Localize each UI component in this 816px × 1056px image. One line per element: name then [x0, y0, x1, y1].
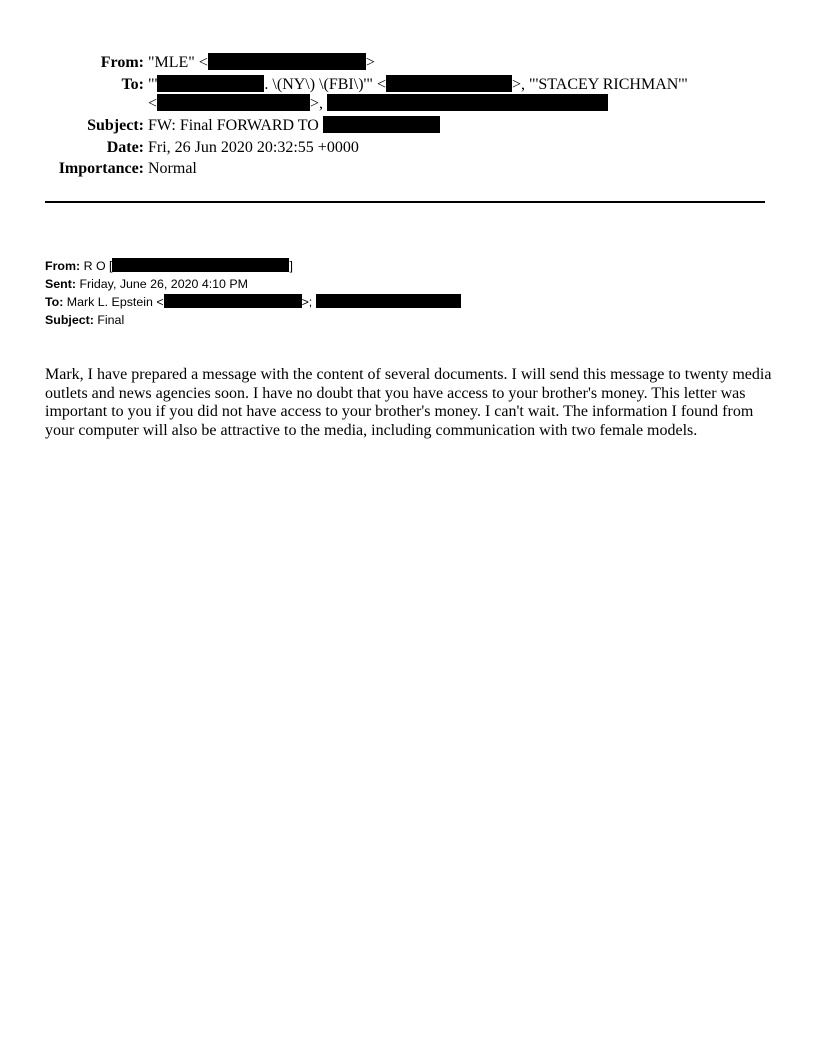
forwarded-from-label: From: [45, 259, 81, 273]
to-label: To: [121, 76, 144, 93]
importance-value: Normal [148, 160, 197, 177]
forwarded-subject-label: Subject: [45, 313, 94, 327]
forwarded-subject-row [45, 311, 124, 329]
forwarded-sent-label: Sent: [45, 277, 76, 291]
to-value-continued: < >, [148, 94, 608, 114]
redaction-block [316, 294, 461, 308]
subject-label: Subject: [87, 117, 144, 134]
forwarded-to-row: To: Mark L. Epstein < >; [45, 293, 461, 311]
to-value: "' . \(NY\) \(FBI\)'" < >, "'STACEY RICHMAN'" [148, 76, 688, 93]
redaction-block [386, 75, 512, 92]
message-body: Mark, I have prepared a message with the content of several documents. I will send this message to twenty media outlets and news agencies soon. I have no doubt that you have access to your brother's money. This letter was important to you if you did not have access to your brother's money. I can't wait. The information I found from your computer will also be attractive to the media, including communication with two female models. [45, 366, 772, 439]
redaction-block [157, 94, 310, 111]
header-divider [45, 201, 765, 203]
forwarded-to-label: To: [45, 295, 64, 309]
subject-value: FW: Final FORWARD TO [148, 116, 440, 136]
redaction-block [327, 94, 608, 111]
date-value: Fri, 26 Jun 2020 20:32:55 +0000 [148, 139, 359, 156]
forwarded-subject-value: Final [97, 313, 125, 327]
redaction-block [323, 116, 440, 133]
forwarded-sent-value: Friday, June 26, 2020 4:10 PM [79, 277, 248, 291]
redaction-block [208, 53, 366, 70]
date-label: Date: [106, 139, 144, 156]
redaction-block [112, 258, 289, 272]
from-value: "MLE" < > [148, 54, 375, 71]
redaction-block [164, 294, 302, 308]
forwarded-from-row: From: R O [ ] [45, 259, 293, 273]
importance-label: Importance: [58, 160, 144, 177]
forwarded-sent-row [45, 275, 248, 293]
redaction-block [157, 75, 264, 92]
from-label: From: [100, 54, 144, 71]
